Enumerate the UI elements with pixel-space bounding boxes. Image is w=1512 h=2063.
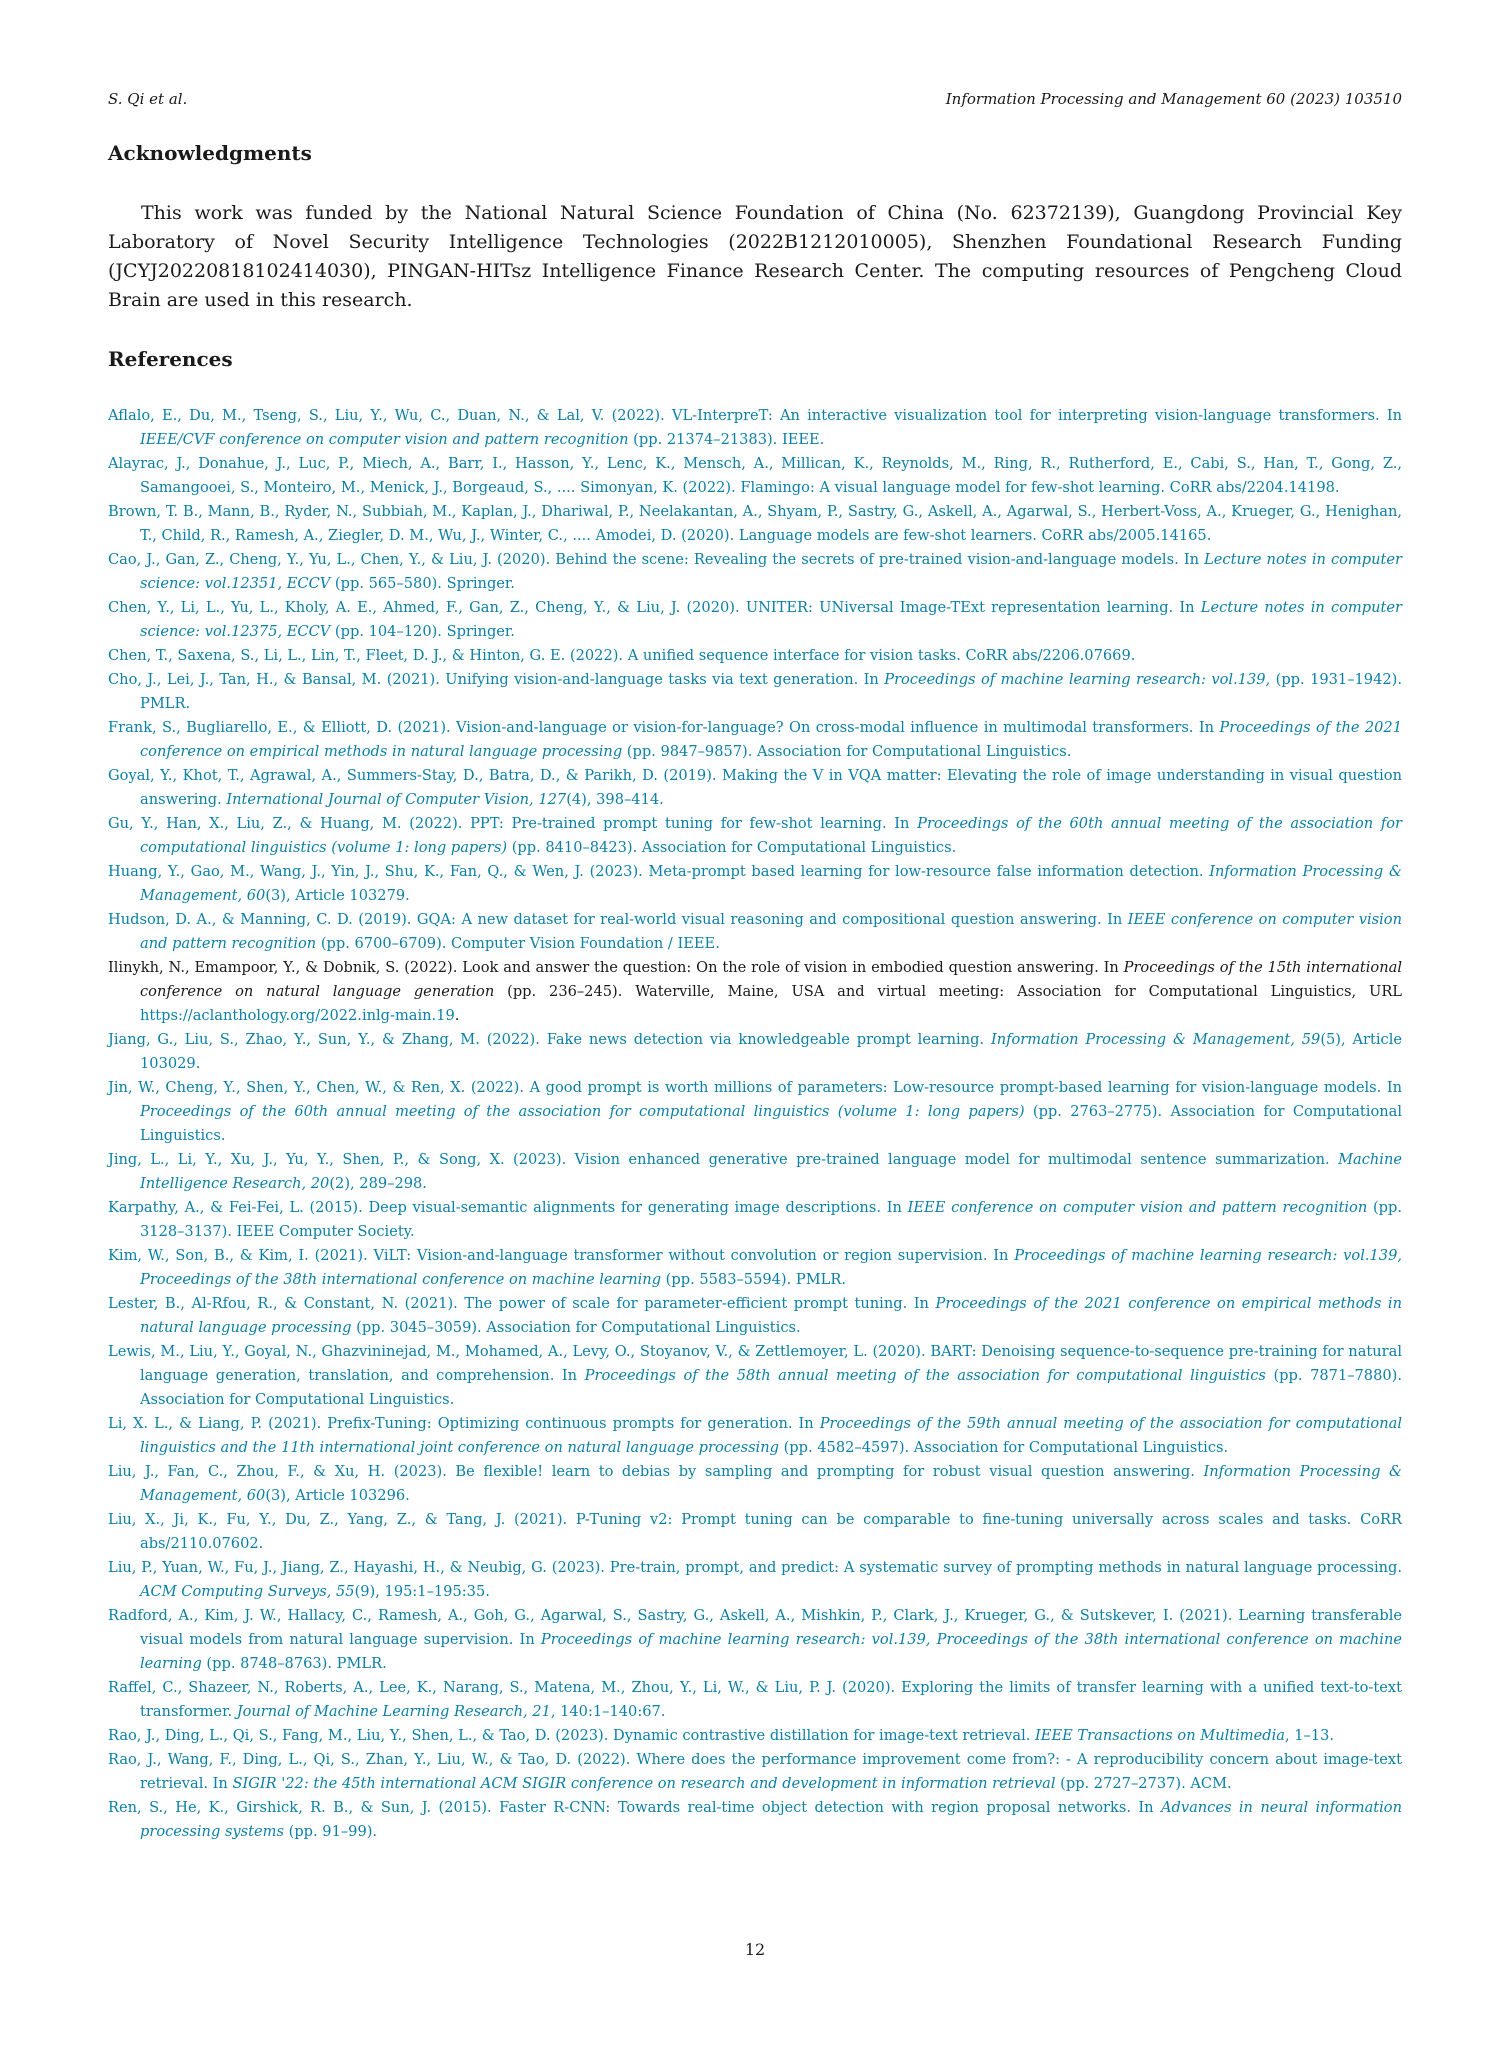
reference-item[interactable] [108, 1412, 1402, 1460]
reference-details: (pp. 91–99). [284, 1823, 378, 1840]
reference-item[interactable] [108, 860, 1402, 908]
reference-venue: IEEE conference on computer vision and pattern recognition [907, 1199, 1368, 1216]
reference-item[interactable] [108, 1196, 1402, 1244]
reference-text: Frank, S., Bugliarello, E., & Elliott, D. (2021). Vision-and-language or vision-for-language? On cross-modal influence in multimodal transformers. In [108, 719, 1220, 736]
reference-text: Lester, B., Al-Rfou, R., & Constant, N. (2021). The power of scale for parameter-efficient prompt tuning. In [108, 1295, 936, 1312]
reference-details: (pp. 8410–8423). Association for Computational Linguistics. [507, 839, 957, 856]
reference-details: (5), Article 103029. [140, 1031, 1402, 1072]
reference-details: (pp. 9847–9857). Association for Computational Linguistics. [622, 743, 1072, 760]
reference-venue: Proceedings of machine learning research: vol.139, [884, 671, 1271, 688]
reference-details: (3), Article 103279. [265, 887, 410, 904]
reference-venue: IEEE/CVF conference on computer vision and pattern recognition [140, 431, 629, 448]
reference-details: , 140:1–140:67. [550, 1703, 666, 1720]
reference-details: (pp. 4582–4597). Association for Computational Linguistics. [778, 1439, 1229, 1456]
reference-venue: Lecture notes in computer science: vol.12375, ECCV [140, 599, 1402, 640]
reference-text: Aflalo, E., Du, M., Tseng, S., Liu, Y., Wu, C., Duan, N., & Lal, V. (2022). VL-InterpreT: An interactive visualization tool for interpreting vision-language transformers. In [108, 407, 1402, 424]
reference-item[interactable] [108, 1340, 1402, 1412]
reference-text: Chen, Y., Li, L., Yu, L., Kholy, A. E., Ahmed, F., Gan, Z., Cheng, Y., & Liu, J. (2020). UNITER: UNiversal Image-TExt representation learning. In [108, 599, 1201, 616]
reference-venue: IEEE Transactions on Multimedia [1035, 1727, 1285, 1744]
reference-text: Chen, T., Saxena, S., Li, L., Lin, T., Fleet, D. J., & Hinton, G. E. (2022). A unified sequence interface for vision tasks. CoRR abs/2206.07669. [108, 647, 1136, 664]
reference-text: Raffel, C., Shazeer, N., Roberts, A., Lee, K., Narang, S., Matena, M., Zhou, Y., Li, W., & Liu, P. J. (2020). Exploring the limits of transfer learning with a unified text-to-text transformer. [108, 1679, 1402, 1720]
reference-venue: Proceedings of the 59th annual meeting of the association for computational linguistics and the 11th international joint conference on natural language processing [140, 1415, 1402, 1456]
reference-text: Ilinykh, N., Emampoor, Y., & Dobnik, S. (2022). Look and answer the question: On the role of vision in embodied question answering. In [108, 959, 1124, 976]
reference-text: Gu, Y., Han, X., Liu, Z., & Huang, M. (2022). PPT: Pre-trained prompt tuning for few-shot learning. In [108, 815, 918, 832]
reference-details: (pp. 3045–3059). Association for Computational Linguistics. [351, 1319, 801, 1336]
reference-details: (pp. 21374–21383). IEEE. [628, 431, 825, 448]
acknowledgments-heading: Acknowledgments [108, 141, 312, 165]
reference-venue: Proceedings of the 2021 conference on empirical methods in natural language processing [140, 719, 1402, 760]
reference-venue: Journal of Machine Learning Research, 21 [236, 1703, 551, 1720]
reference-venue: Information Processing & Management, 60 [140, 1463, 1402, 1504]
reference-details: (2), 289–298. [329, 1175, 427, 1192]
references-heading: References [108, 347, 233, 371]
reference-text: Jin, W., Cheng, Y., Shen, Y., Chen, W., & Ren, X. (2022). A good prompt is worth millions of parameters: Low-resource prompt-based learning for vision-language models. In [108, 1079, 1402, 1096]
reference-text: Liu, X., Ji, K., Fu, Y., Du, Z., Yang, Z., & Tang, J. (2021). P-Tuning v2: Prompt tuning can be comparable to fine-tuning universally across scales and tasks. CoRR abs/2110.07602. [108, 1511, 1402, 1552]
reference-item[interactable] [108, 1244, 1402, 1292]
reference-details: (pp. 104–120). Springer. [330, 623, 515, 640]
reference-item[interactable] [108, 596, 1402, 644]
reference-venue: Proceedings of the 2021 conference on empirical methods in natural language processing [140, 1295, 1403, 1336]
reference-venue: Proceedings of machine learning research: vol.139, Proceedings of the 38th international conference on machine learning [140, 1247, 1402, 1288]
reference-details: (pp. 8748–8763). PMLR. [201, 1655, 387, 1672]
reference-item[interactable] [108, 1748, 1402, 1796]
reference-text: Cho, J., Lei, J., Tan, H., & Bansal, M. (2021). Unifying vision-and-language tasks via text generation. In [108, 671, 885, 688]
reference-venue: Machine Intelligence Research, 20 [140, 1151, 1402, 1192]
reference-item[interactable] [108, 404, 1402, 452]
reference-venue: SIGIR '22: the 45th international ACM SIGIR conference on research and development in information retrieval [232, 1775, 1056, 1792]
reference-venue: Advances in neural information processing systems [140, 1799, 1402, 1840]
reference-venue: ACM Computing Surveys, 55 [140, 1583, 355, 1600]
running-header [108, 90, 1402, 114]
reference-item[interactable] [108, 1460, 1402, 1508]
reference-details: (pp. 1931–1942). PMLR. [140, 671, 1402, 712]
reference-text: Ren, S., He, K., Girshick, R. B., & Sun, J. (2015). Faster R-CNN: Towards real-time object detection with region proposal networks. In [108, 1799, 1161, 1816]
reference-item[interactable] [108, 716, 1402, 764]
acknowledgments-text: This work was funded by the National Natural Science Foundation of China (No. 62372139), Guangdong Provincial Key Laboratory of Novel Security Intelligence Technologies (2022B1212010005), Shenzhen Foundational Research Funding (JCYJ20220818102414030), PINGAN-HITsz Intelligence Finance Research Center. The computing resources of Pengcheng Cloud Brain are used in this research. [108, 202, 1402, 311]
reference-item[interactable] [108, 1604, 1402, 1676]
reference-item[interactable] [108, 1676, 1402, 1724]
reference-venue: Proceedings of the 60th annual meeting of the association for computational linguistics (volume 1: long papers) [140, 815, 1402, 856]
reference-item[interactable] [108, 1148, 1402, 1196]
reference-item[interactable] [108, 956, 1402, 1028]
reference-text: Li, X. L., & Liang, P. (2021). Prefix-Tuning: Optimizing continuous prompts for generation. In [108, 1415, 820, 1432]
reference-item[interactable] [108, 1028, 1402, 1076]
reference-item[interactable] [108, 1076, 1402, 1148]
header-authors: S. Qi et al. [108, 90, 188, 108]
reference-text: Rao, J., Ding, L., Qi, S., Fang, M., Liu, Y., Shen, L., & Tao, D. (2023). Dynamic contrastive distillation for image-text retrieval. [108, 1727, 1036, 1744]
reference-text: Liu, P., Yuan, W., Fu, J., Jiang, Z., Hayashi, H., & Neubig, G. (2023). Pre-train, prompt, and predict: A systematic survey of prompting methods in natural language processing. [108, 1559, 1402, 1576]
reference-list [108, 404, 1402, 1844]
reference-url-link[interactable]: https://aclanthology.org/2022.inlg-main.19 [140, 1007, 455, 1024]
reference-item[interactable] [108, 908, 1402, 956]
reference-item[interactable] [108, 1796, 1402, 1844]
reference-details: (pp. 2727–2737). ACM. [1055, 1775, 1232, 1792]
reference-details: (pp. 5583–5594). PMLR. [661, 1271, 846, 1288]
reference-text: Cao, J., Gan, Z., Cheng, Y., Yu, L., Chen, Y., & Liu, J. (2020). Behind the scene: Revealing the secrets of pre-trained vision-and-language models. In [108, 551, 1205, 568]
reference-item[interactable] [108, 500, 1402, 548]
reference-details: (pp. 236–245). Waterville, Maine, USA and virtual meeting: Association for Computational Linguistics, URL [494, 983, 1402, 1000]
reference-details: (pp. 2763–2775). Association for Computational Linguistics. [140, 1103, 1403, 1144]
reference-text: Kim, W., Son, B., & Kim, I. (2021). ViLT: Vision-and-language transformer without convolution or region supervision. In [108, 1247, 1015, 1264]
reference-details: , 1–13. [1284, 1727, 1335, 1744]
header-journal: Information Processing and Management 60 (2023) 103510 [945, 90, 1402, 108]
reference-text: Brown, T. B., Mann, B., Ryder, N., Subbiah, M., Kaplan, J., Dhariwal, P., Neelakantan, A., Shyam, P., Sastry, G., Askell, A., Agarwal, S., Herbert-Voss, A., Krueger, G., Henighan, T., Child, R., Ramesh, A., Ziegler, D. M., Wu, J., Winter, C., .... Amodei, D. (2020). Language models are few-shot learners. CoRR abs/2005.14165. [108, 503, 1402, 544]
reference-text: Rao, J., Wang, F., Ding, L., Qi, S., Zhan, Y., Liu, W., & Tao, D. (2022). Where does the performance improvement come from?: - A reproducibility concern about image-text retrieval. In [108, 1751, 1402, 1792]
reference-item[interactable] [108, 1556, 1402, 1604]
reference-details: (pp. 7871–7880). Association for Computational Linguistics. [140, 1367, 1402, 1408]
reference-text: Lewis, M., Liu, Y., Goyal, N., Ghazvininejad, M., Mohamed, A., Levy, O., Stoyanov, V., & Zettlemoyer, L. (2020). BART: Denoising sequence-to-sequence pre-training for natural language generation, translation, and comprehension. In [108, 1343, 1402, 1384]
reference-item[interactable] [108, 1508, 1402, 1556]
reference-venue: Proceedings of the 58th annual meeting of the association for computational linguistics [584, 1367, 1266, 1384]
reference-item[interactable] [108, 548, 1402, 596]
reference-text: Jing, L., Li, Y., Xu, J., Yu, Y., Shen, P., & Song, X. (2023). Vision enhanced generative pre-trained language model for multimodal sentence summarization. [108, 1151, 1339, 1168]
reference-text: Huang, Y., Gao, M., Wang, J., Yin, J., Shu, K., Fan, Q., & Wen, J. (2023). Meta-prompt based learning for low-resource false information detection. [108, 863, 1210, 880]
reference-item[interactable] [108, 1292, 1402, 1340]
reference-item[interactable] [108, 764, 1402, 812]
reference-text: Goyal, Y., Khot, T., Agrawal, A., Summers-Stay, D., Batra, D., & Parikh, D. (2019). Making the V in VQA matter: Elevating the role of image understanding in visual question answering. [108, 767, 1402, 808]
reference-item[interactable] [108, 1724, 1402, 1748]
reference-details: (pp. 6700–6709). Computer Vision Foundation / IEEE. [316, 935, 720, 952]
reference-tail: . [454, 1007, 460, 1024]
reference-item[interactable] [108, 668, 1402, 716]
reference-venue: Proceedings of the 60th annual meeting of the association for computational linguistics (volume 1: long papers) [140, 1103, 1025, 1120]
reference-text: Radford, A., Kim, J. W., Hallacy, C., Ramesh, A., Goh, G., Agarwal, S., Sastry, G., Askell, A., Mishkin, P., Clark, J., Krueger, G., & Sutskever, I. (2021). Learning transferable visual models from natural language supervision. In [108, 1607, 1402, 1648]
reference-venue: Proceedings of machine learning research: vol.139, Proceedings of the 38th international conference on machine learning [140, 1631, 1402, 1672]
reference-text: Alayrac, J., Donahue, J., Luc, P., Miech, A., Barr, I., Hasson, Y., Lenc, K., Mensch, A., Millican, K., Reynolds, M., Ring, R., Rutherford, E., Cabi, S., Han, T., Gong, Z., Samangooei, S., Monteiro, M., Menick, J., Borgeaud, S., .... Simonyan, K. (2022). Flamingo: A visual language model for few-shot learning. CoRR abs/2204.14198. [108, 455, 1402, 496]
page-number: 12 [744, 1940, 766, 1959]
reference-details: (pp. 565–580). Springer. [330, 575, 515, 592]
reference-venue: Proceedings of the 15th international conference on natural language generation [140, 959, 1402, 1000]
reference-item[interactable] [108, 812, 1402, 860]
reference-venue: Information Processing & Management, 59 [990, 1031, 1321, 1048]
reference-venue: Information Processing & Management, 60 [140, 863, 1402, 904]
reference-text: Hudson, D. A., & Manning, C. D. (2019). GQA: A new dataset for real-world visual reasoning and compositional question answering. In [108, 911, 1128, 928]
reference-details: (pp. 3128–3137). IEEE Computer Society. [140, 1199, 1403, 1240]
reference-venue: International Journal of Computer Vision, 127 [226, 791, 567, 808]
reference-venue: IEEE conference on computer vision and pattern recognition [140, 911, 1402, 952]
reference-text: Karpathy, A., & Fei-Fei, L. (2015). Deep visual-semantic alignments for generating image descriptions. In [108, 1199, 908, 1216]
reference-text: Jiang, G., Liu, S., Zhao, Y., Sun, Y., & Zhang, M. (2022). Fake news detection via knowledgeable prompt learning. [108, 1031, 991, 1048]
reference-details: (9), 195:1–195:35. [354, 1583, 490, 1600]
reference-item[interactable] [108, 644, 1402, 668]
reference-item[interactable] [108, 452, 1402, 500]
reference-text: Liu, J., Fan, C., Zhou, F., & Xu, H. (2023). Be flexible! learn to debias by sampling and prompting for robust visual question answering. [108, 1463, 1204, 1480]
reference-details: (3), Article 103296. [265, 1487, 410, 1504]
reference-details: (4), 398–414. [566, 791, 664, 808]
reference-venue: Lecture notes in computer science: vol.12351, ECCV [140, 551, 1402, 592]
